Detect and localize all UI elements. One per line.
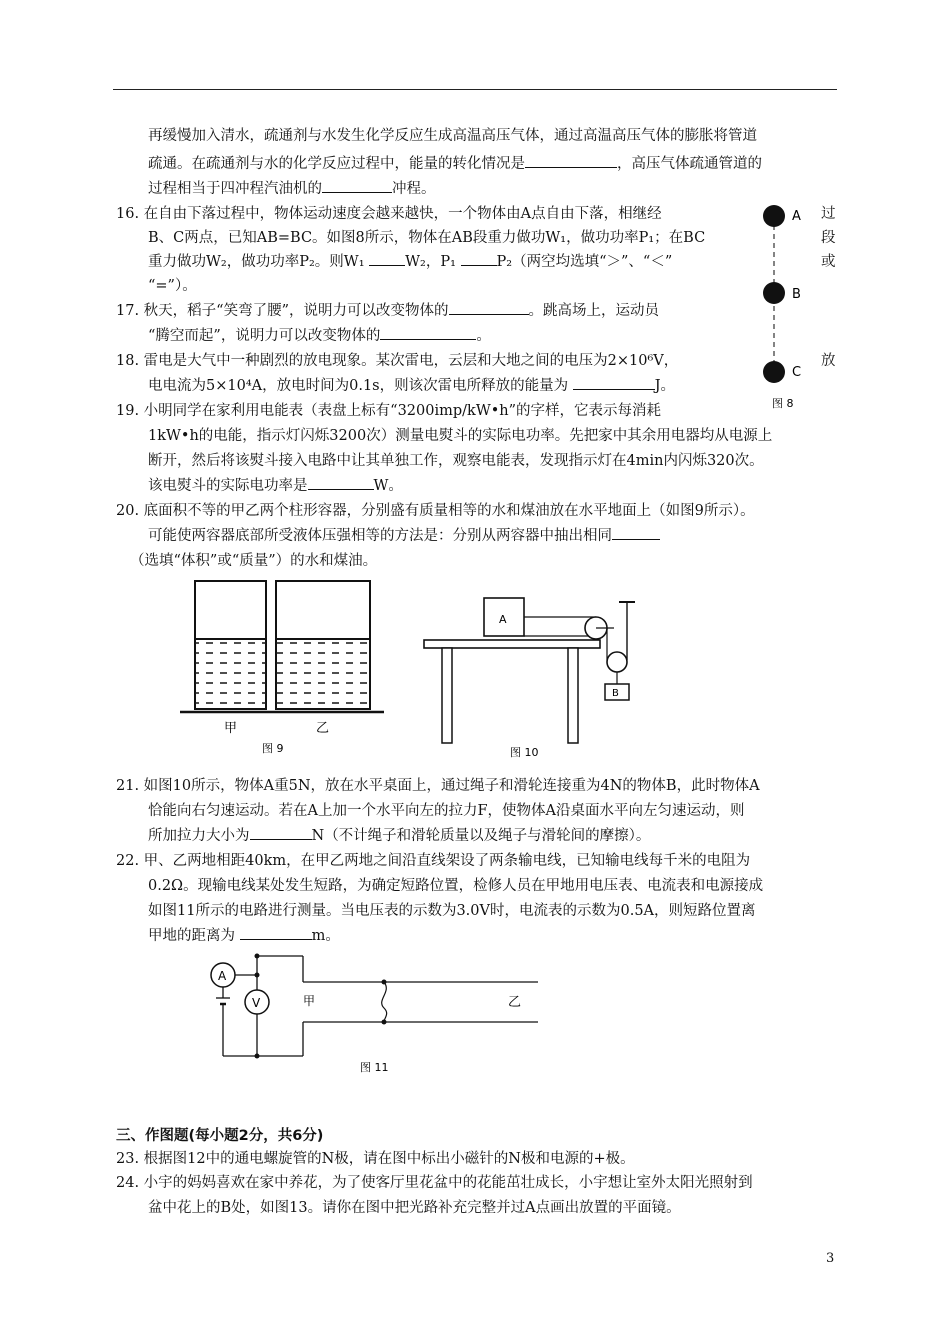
q16-line3-tail: 或 xyxy=(821,254,836,270)
label-c: C xyxy=(792,365,802,380)
voltmeter-label: V xyxy=(252,996,261,1010)
label-a: A xyxy=(792,209,801,224)
q19-line4: 该电熨斗的实际电功率是 W。 xyxy=(148,474,403,498)
label-b: B xyxy=(612,688,619,699)
q18-line2: 电电流为5×10⁴A，放电时间为0.1s，则该次雷电所释放的能量为 J。 xyxy=(148,374,675,398)
q16-line4: “=”）。 xyxy=(148,278,197,294)
answer-blank[interactable] xyxy=(240,925,312,940)
q16-line2-tail: 段 xyxy=(821,230,836,246)
q16-line1: 16. 在自由下落过程中，物体运动速度会越来越快，一个物体由A点自由下落，相继经 xyxy=(116,206,662,222)
figure-11-caption: 图 11 xyxy=(360,1061,389,1074)
header-rule xyxy=(113,89,837,90)
liquid-kerosene xyxy=(276,639,370,709)
answer-blank[interactable] xyxy=(250,825,312,840)
answer-blank[interactable] xyxy=(322,178,392,193)
q18-line1-tail: 放 xyxy=(821,353,836,369)
answer-blank[interactable] xyxy=(612,525,660,540)
q19-line2: 1kW•h的电能，指示灯闪烁3200次）测量电熨斗的实际电功率。先把家中其余用电器均从电源上 xyxy=(148,428,773,444)
table-leg xyxy=(442,648,452,743)
q15-line3: 过程相当于四冲程汽油机的 冲程。 xyxy=(148,177,436,201)
q20-line3: （选填“体积”或“质量”）的水和煤油。 xyxy=(130,553,378,569)
label-a: A xyxy=(499,613,507,626)
q24-line1: 24. 小宇的妈妈喜欢在家中养花，为了使客厅里花盆中的花能茁壮成长，小宇想让室外太阳光照射到 xyxy=(116,1175,753,1191)
movable-pulley xyxy=(607,652,627,672)
answer-blank[interactable] xyxy=(573,375,655,390)
q20-line2: 可能使两容器底部所受液体压强相等的方法是：分别从两容器中抽出相同 xyxy=(148,524,660,548)
q15-line1: 再缓慢加入清水，疏通剂与水发生化学反应生成高温高压气体，通过高温高压气体的膨胀将管道 xyxy=(148,128,757,144)
table-top xyxy=(424,640,600,648)
q17-line1: 17. 秋天，稻子“笑弯了腰”，说明力可以改变物体的 。跳高场上，运动员 xyxy=(116,299,659,323)
figure-8-caption: 图 8 xyxy=(772,397,794,410)
point-a-dot xyxy=(763,205,785,227)
q19-line3: 断开，然后将该熨斗接入电路中让其单独工作，观察电能表，发现指示灯在4min内闪烁320次。 xyxy=(148,453,764,469)
figure-11 xyxy=(196,948,546,1080)
figure-9-caption: 图 9 xyxy=(262,742,284,755)
q22-line1: 22. 甲、乙两地相距40km，在甲乙两地之间沿直线架设了两条输电线，已知输电线每千米的电阻为 xyxy=(116,853,751,869)
ammeter-label: A xyxy=(218,969,227,983)
table-leg xyxy=(568,648,578,743)
q22-line2: 0.2Ω。现输电线某处发生短路，为确定短路位置，检修人员在甲地用电压表、电流表和电源接成 xyxy=(148,878,764,894)
q24-line2: 盆中花上的B处，如图13。请你在图中把光路补充完整并过A点画出放置的平面镜。 xyxy=(148,1200,681,1216)
answer-blank[interactable] xyxy=(461,251,497,266)
answer-blank[interactable] xyxy=(369,251,405,266)
q17-line2: “腾空而起”，说明力可以改变物体的 。 xyxy=(148,324,491,348)
q21-line3: 所加拉力大小为 N（不计绳子和滑轮质量以及绳子与滑轮间的摩擦）。 xyxy=(148,824,650,848)
page-number: 3 xyxy=(826,1251,835,1266)
section-title: 三、作图题(每小题2分，共6分) xyxy=(116,1128,324,1144)
q16-line2: B、C两点，已知AB=BC。如图8所示，物体在AB段重力做功W₁，做功功率P₁；在BC xyxy=(148,230,706,246)
label-yi: 乙 xyxy=(316,721,330,736)
q16-line1-tail: 过 xyxy=(821,206,836,222)
q22-line3: 如图11所示的电路进行测量。当电压表的示数为3.0V时，电流表的示数为0.5A，则短路位置离 xyxy=(148,903,756,919)
q15-line2: 疏通。在疏通剂与水的化学反应过程中，能量的转化情况是 ，高压气体疏通管道的 xyxy=(148,152,762,176)
q23-line1: 23. 根据图12中的通电螺旋管的N极，请在图中标出小磁针的N极和电源的+极。 xyxy=(116,1151,635,1167)
q16-line3: 重力做功W₂，做功功率P₂。则W₁ W₂，P₁ P₂（两空均选填“＞”、“＜” xyxy=(148,250,672,274)
q22-line4: 甲地的距离为 m。 xyxy=(148,924,340,948)
label-yi: 乙 xyxy=(508,995,522,1010)
answer-blank[interactable] xyxy=(308,475,374,490)
q19-line1: 19. 小明同学在家利用电能表（表盘上标有“3200imp/kW•h”的字样，它表示每消耗 xyxy=(116,403,662,419)
q21-line1: 21. 如图10所示，物体A重5N，放在水平桌面上，通过绳子和滑轮连接重为4N的物体B，此时物体A xyxy=(116,778,760,794)
figure-8 xyxy=(758,196,818,412)
figure-9 xyxy=(176,578,388,758)
figure-10-caption: 图 10 xyxy=(510,746,539,759)
label-b: B xyxy=(792,287,801,302)
figure-10 xyxy=(420,592,640,760)
label-jia: 甲 xyxy=(303,994,316,1008)
label-jia: 甲 xyxy=(224,721,238,736)
liquid-water xyxy=(195,639,266,709)
answer-blank[interactable] xyxy=(449,300,529,315)
answer-blank[interactable] xyxy=(380,325,476,340)
q18-line1: 18. 雷电是大气中一种剧烈的放电现象。某次雷电，云层和大地之间的电压为2×10⁶V， xyxy=(116,353,679,369)
answer-blank[interactable] xyxy=(525,153,617,168)
point-b-dot xyxy=(763,282,785,304)
q21-line2: 恰能向右匀速运动。若在A上加一个水平向左的拉力F，使物体A沿桌面水平向左匀速运动，则 xyxy=(148,803,745,819)
point-c-dot xyxy=(763,361,785,383)
q20-line1: 20. 底面积不等的甲乙两个柱形容器，分别盛有质量相等的水和煤油放在水平地面上（如图9所示）。 xyxy=(116,503,755,519)
short-circuit-wire xyxy=(382,982,387,1022)
